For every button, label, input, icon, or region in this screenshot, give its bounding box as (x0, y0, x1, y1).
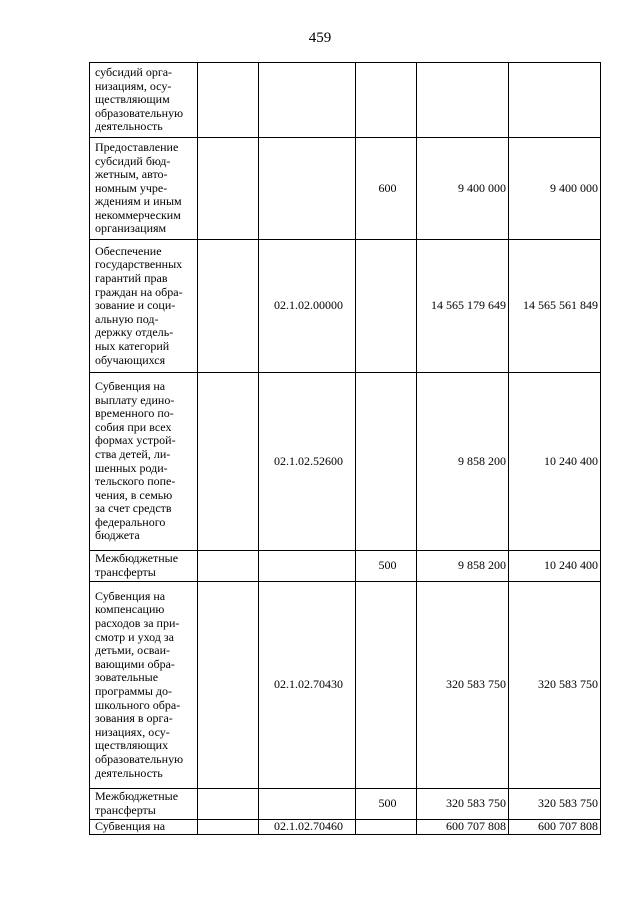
row-name: Субвенция на компенсацию расходов за при- смотр и уход за детьми, осваи- вающими обра- зовательные программы до- школьного обра- зования в орга- низациях, осу- ществляющих образовательную деятельность (90, 582, 198, 789)
table-row (90, 551, 601, 582)
row-amount-year1: 600 707 808 (417, 820, 509, 835)
table-row (90, 138, 601, 240)
row-amount-year2: 14 565 561 849 (509, 240, 601, 373)
row-target-code (259, 138, 356, 240)
row-name: Межбюджетные трансферты (90, 789, 198, 820)
row-amount-year2: 10 240 400 (509, 551, 601, 582)
budget-table (89, 62, 601, 835)
row-amount-year2: 10 240 400 (509, 373, 601, 551)
row-target-code (259, 789, 356, 820)
row-amount-year1: 9 858 200 (417, 373, 509, 551)
table-row (90, 820, 601, 835)
row-target-code: 02.1.02.52600 (259, 373, 356, 551)
row-amount-year2: 320 583 750 (509, 789, 601, 820)
row-amount-year2: 320 583 750 (509, 582, 601, 789)
page-number: 459 (308, 30, 332, 46)
row-name: Субвенция на (90, 820, 198, 835)
empty-cell (198, 820, 259, 835)
row-expense-kind (356, 582, 417, 789)
row-amount-year1: 320 583 750 (417, 789, 509, 820)
row-amount-year2: 600 707 808 (509, 820, 601, 835)
row-amount-year1 (417, 63, 509, 138)
row-target-code: 02.1.02.70460 (259, 820, 356, 835)
row-expense-kind (356, 820, 417, 835)
row-amount-year1: 14 565 179 649 (417, 240, 509, 373)
empty-cell (198, 63, 259, 138)
row-expense-kind (356, 240, 417, 373)
row-target-code: 02.1.02.00000 (259, 240, 356, 373)
row-target-code: 02.1.02.70430 (259, 582, 356, 789)
row-name: Межбюджетные трансферты (90, 551, 198, 582)
row-expense-kind: 500 (356, 551, 417, 582)
row-expense-kind (356, 373, 417, 551)
row-name: субсидий орга- низациям, осу- ществляющим образовательную деятельность (90, 63, 198, 138)
empty-cell (198, 789, 259, 820)
row-expense-kind (356, 63, 417, 138)
empty-cell (198, 373, 259, 551)
row-expense-kind: 600 (356, 138, 417, 240)
table-row (90, 373, 601, 551)
empty-cell (198, 138, 259, 240)
row-name: Обеспечение государственных гарантий прав граждан на обра- зование и соци- альную под- держку отдель- ных категорий обучающихся (90, 240, 198, 373)
row-amount-year1: 9 858 200 (417, 551, 509, 582)
empty-cell (198, 551, 259, 582)
row-target-code (259, 63, 356, 138)
row-amount-year1: 9 400 000 (417, 138, 509, 240)
row-expense-kind: 500 (356, 789, 417, 820)
empty-cell (198, 582, 259, 789)
empty-cell (198, 240, 259, 373)
row-amount-year2 (509, 63, 601, 138)
table-row (90, 240, 601, 373)
row-amount-year2: 9 400 000 (509, 138, 601, 240)
table-row (90, 63, 601, 138)
row-amount-year1: 320 583 750 (417, 582, 509, 789)
row-name: Предоставление субсидий бюд- жетным, авто- номным учре- ждениям и иным некоммерческим организациям (90, 138, 198, 240)
row-target-code (259, 551, 356, 582)
row-name: Субвенция на выплату едино- временного по- собия при всех формах устрой- ства детей, ли- шенных роди- тельского попе- чения, в семью за счет средств федерального бюджета (90, 373, 198, 551)
table-row (90, 582, 601, 789)
table-row (90, 789, 601, 820)
